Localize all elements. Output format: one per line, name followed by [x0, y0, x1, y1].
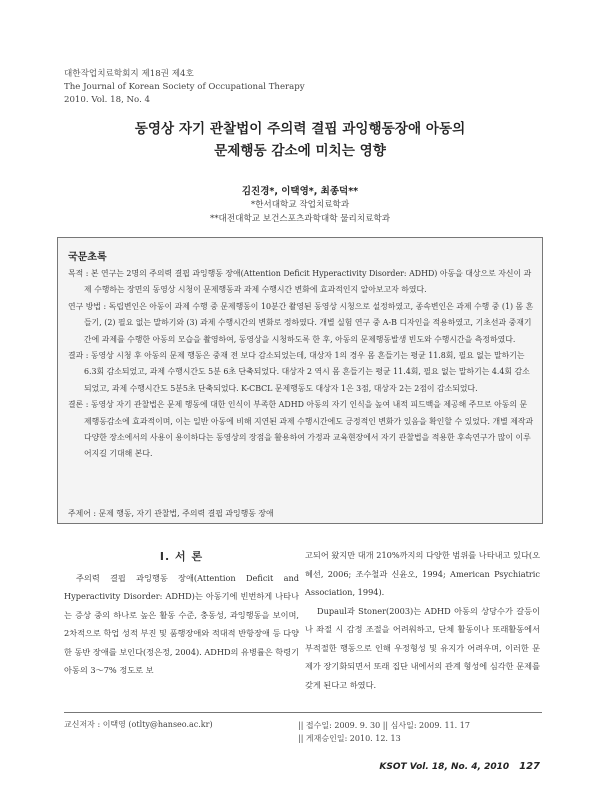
abstract-purpose-text: 본 연구는 2명의 주의력 결핍 과잉행동 장애(Attention Deficit Hyperactivity Disorder: ADHD) 아동을 대상으로 자신이 과제 수행하는 장면의 동영상 시청이 문제행동과 과제 수행시간 변화에 효과적인지 알아보고자 하였다.: [84, 269, 532, 295]
page-number: 127: [519, 761, 540, 772]
keywords-label: 주제어 :: [68, 509, 99, 518]
footer-divider: [64, 712, 542, 713]
body-paragraph: Dupaul과 Stoner(2003)는 ADHD 아동의 상당수가 갈등이나 좌절 시 감정 조절을 어려워하고, 단체 활동이나 또래활동에서 부적절한 행동으로 인해 우정형성 및 유지가 어려우며, 이러한 문제가 장기화되면서 또래 집단 내에서의 관계 형성에 심각한 문제를 갖게 된다고 하였다.: [305, 605, 540, 690]
author-list: 김진경*, 이택영*, 최종덕**: [241, 186, 359, 197]
submission-dates: [298, 719, 470, 745]
abstract-results-label: 결과 :: [68, 351, 91, 361]
body-paragraph: 고되어 왔지만 대개 210%까지의 다양한 범위를 나타내고 있다(오혜선, 2006; 조수철과 신윤오, 1994; American Psychiatric Association, 1994).: [305, 550, 540, 597]
abstract-method-label: 연구 방법 :: [68, 301, 109, 311]
paper-title-line-1: 동영상 자기 관찰법이 주의력 결핍 과잉행동장애 아동의: [134, 121, 466, 137]
paper-title-line-2: 문제행동 감소에 미치는 영향: [214, 143, 386, 159]
journal-korean-title: 대한작업치료학회지 제18권 제4호: [64, 69, 194, 79]
abstract-conclusion: [68, 397, 534, 463]
affiliations: [40, 198, 560, 226]
paper-title: [40, 118, 560, 162]
abstract-method-text: 독립변인은 아동이 과제 수행 중 문제행동이 10분간 촬영된 동영상 시청으로 설정하였고, 종속변인은 과제 수행 중 (1) 몸 흔들기, (2) 필요 없는 말하기와 (3) 과제 수행시간의 변화로 정하였다. 개별 실험 연구 중 A-B 디자인을 적용하였고, 기초선과 중재기간에 과제를 수행한 아동의 모습을 촬영하여, 동영상을 시청하도록 한 후, 아동의 문제행동발생 빈도와 수행시간을 측정하였다.: [84, 301, 534, 344]
journal-header: [64, 68, 305, 107]
body-right-column: [305, 546, 540, 694]
section-heading-introduction: Ⅰ. 서 론: [159, 550, 204, 563]
keywords-text: 문제 행동, 자기 관찰법, 주의력 결핍 과잉행동 장애: [98, 509, 274, 518]
journal-english-title: The Journal of Korean Society of Occupational Therapy: [64, 82, 305, 92]
affiliation-1: *한서대학교 작업치료학과: [250, 200, 350, 210]
abstract-results: [68, 348, 534, 397]
page-footer: [379, 761, 540, 772]
body-left-column: [64, 548, 299, 680]
abstract-purpose: [68, 266, 534, 299]
abstract-purpose-label: 목적 :: [68, 269, 91, 278]
journal-volume: 2010. Vol. 18, No. 4: [64, 95, 151, 105]
affiliation-2: **대전대학교 보건스포츠과학대학 물리치료학과: [209, 214, 391, 224]
abstract-method: [68, 299, 534, 348]
journal-reference: KSOT Vol. 18, No. 4, 2010: [379, 762, 510, 772]
accepted-date: || 게재승인일: 2010. 12. 13: [298, 734, 401, 743]
abstract-conclusion-text: 동영상 자기 관찰법은 문제 행동에 대한 인식이 부족한 ADHD 아동의 자기 인식을 높여 내적 피드백을 제공해 주므로 아동의 문제행동감소에 효과적이며, 이는 일반 아동에 비해 지연된 과제 수행시간에도 긍정적인 변화가 있음을 확인할 수 있었다. 개별 제작과 다양한 장소에서의 사용이 용이하다는 동영상의 장점을 활용하여 가정과 교육현장에서 자기 관찰법을 적용한 후속연구가 많이 이루어지길 기대해 본다.: [84, 400, 534, 459]
abstract-body: [68, 266, 534, 463]
abstract-heading: 국문초록: [68, 252, 107, 263]
abstract-results-text: 동영상 시청 후 아동의 문제 행동은 중재 전 보다 감소되었는데, 대상자 1의 경우 몸 흔들기는 평균 11.8회, 필요 없는 말하기는 6.3회 감소되었고, 과제 수행시간도 5분 6초 단축되었다. 대상자 2 역시 몸 흔들기는 평균 11.4회, 필요 없는 말하기는 4.4회 감소되었고, 과제 수행시간도 5분5초 단축되었다. K-CBCL 문제행동도 대상자 1은 3점, 대상자 2는 2점이 감소되었다.: [84, 351, 530, 393]
abstract-conclusion-label: 결론 :: [68, 400, 91, 410]
abstract-box: [57, 237, 543, 524]
body-paragraph: 주의력 결핍 과잉행동 장애(Attention Deficit and Hyperactivity Disorder: ADHD)는 아동기에 빈번하게 나타나는 증상 중의 하나로 높은 활동 수준, 충동성, 과잉행동을 보이며, 2차적으로 학업 성적 부진 및 품행장애와 적대적 반항장애 등 다양한 동반 장애를 보인다(정은정, 2004). ADHD의 유병률은 학령기 아동의 3～7% 정도로 보: [64, 572, 300, 675]
received-review-dates: || 접수일: 2009. 9. 30 || 심사일: 2009. 11. 17: [298, 721, 470, 730]
corresponding-author: 교신저자 : 이택영 (otlty@hanseo.ac.kr): [64, 720, 213, 729]
keywords: [68, 508, 274, 519]
